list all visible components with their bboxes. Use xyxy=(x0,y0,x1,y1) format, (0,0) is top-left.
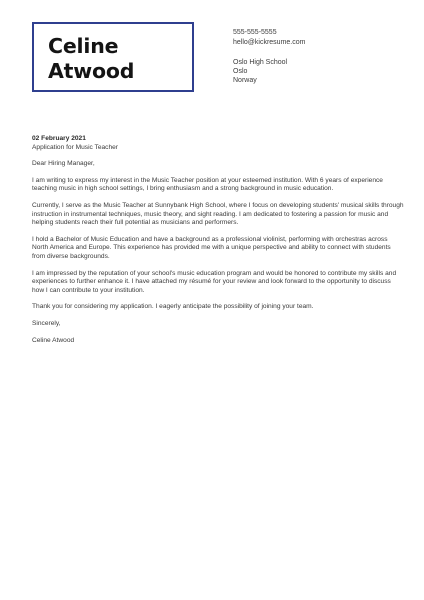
paragraph: I am writing to express my interest in the Music Teacher position at your esteemed institution. With 6 years of experience teaching music in high school settings, I bring enthusiasm and a strong background in music education. xyxy=(32,176,383,193)
recipient-address xyxy=(233,58,287,85)
letter-subject: Application for Music Teacher xyxy=(32,143,119,151)
paragraph: Currently, I serve as the Music Teacher at Sunnybank High School, where I focus on developing students' musical skills through instruction in instrumental techniques, music theory, and sight reading. I am dedicated to fostering a passion for music and helping students reach their full potential as musicians and performers. xyxy=(32,201,404,227)
recipient-organization: Oslo High School xyxy=(233,59,288,66)
name-box xyxy=(32,22,194,92)
first-name: Celine xyxy=(48,34,119,58)
recipient-country: Norway xyxy=(233,77,257,84)
last-name: Atwood xyxy=(48,59,135,83)
contact-info xyxy=(233,28,305,47)
closing: Sincerely, xyxy=(32,319,61,327)
signature: Celine Atwood xyxy=(32,336,75,344)
paragraph: I hold a Bachelor of Music Education and have a background as a professional violinist, performing with orchestras across North America and Europe. This experience has provided me with a unique perspective and ability to connect with students from diverse backgrounds. xyxy=(32,235,391,260)
letter-date: 02 February 2021 xyxy=(32,135,86,142)
letter-body xyxy=(32,135,404,345)
applicant-name xyxy=(48,34,134,84)
paragraph: I am impressed by the reputation of your school's music education program and would be honored to contribute my skills and experiences to further enhance it. I have attached my résumé for your review and look forward to the opportunity to discuss how I can contribute to your institution. xyxy=(32,269,397,294)
email: hello@kickresume.com xyxy=(233,38,306,46)
paragraph: Thank you for considering my application. I eagerly anticipate the possibility of joining your team. xyxy=(32,303,314,311)
recipient-city: Oslo xyxy=(233,68,248,75)
phone: 555-555-5555 xyxy=(233,29,277,36)
salutation: Dear Hiring Manager, xyxy=(32,160,95,168)
